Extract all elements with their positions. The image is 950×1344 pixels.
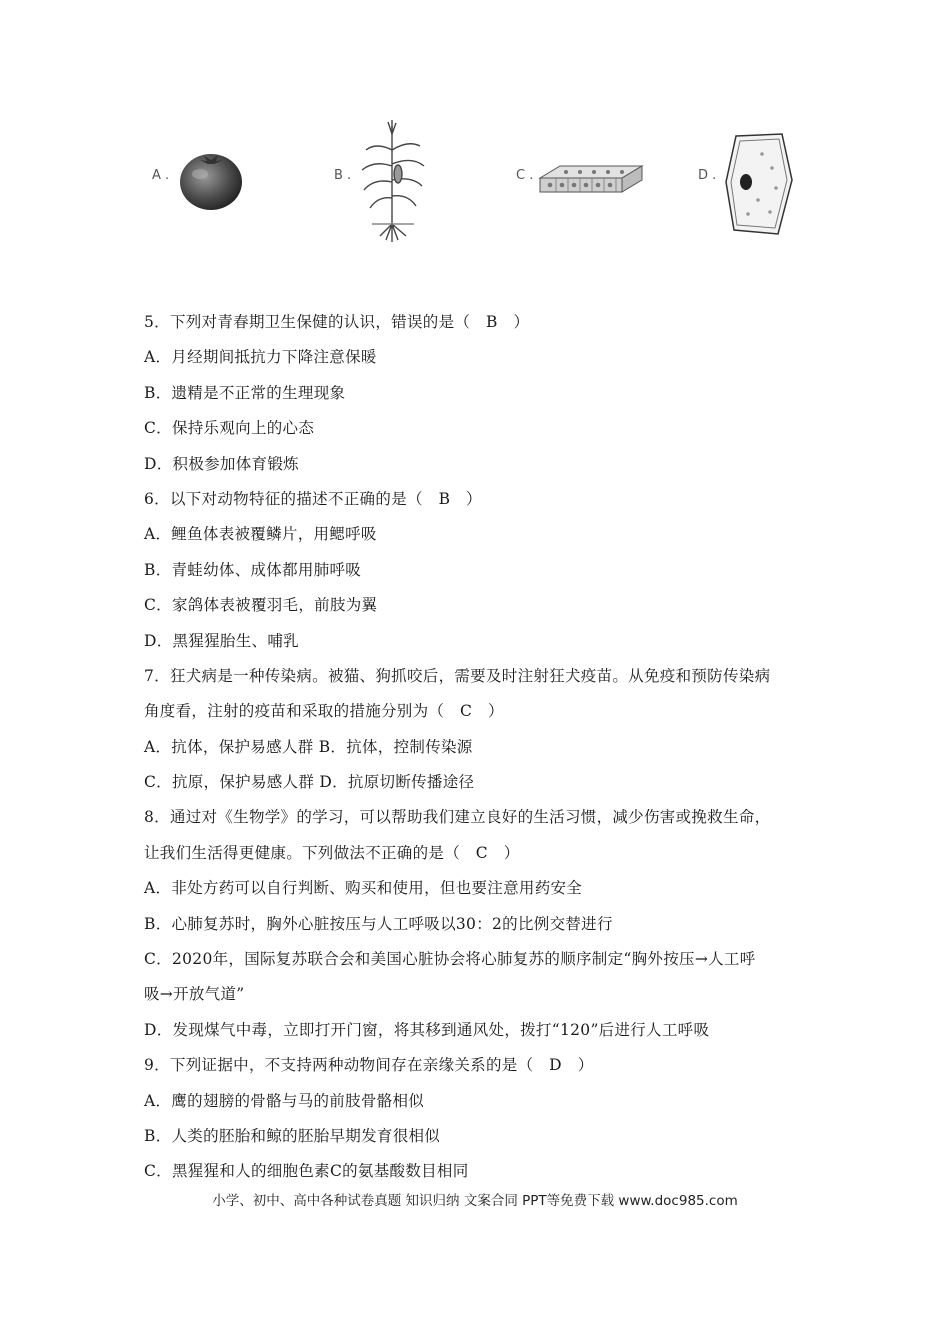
q9-option-c: C．黑猩猩和人的细胞色素C的氨基酸数目相同 [144, 1162, 469, 1181]
q8-stem-line-1: 8．通过对《生物学》的学习，可以帮助我们建立良好的生活习惯，减少伤害或挽救生命， [144, 808, 771, 827]
corn-plant-icon [352, 120, 432, 246]
q6-option-d: D．黑猩猩胎生、哺乳 [144, 631, 299, 650]
page-footer: 小学、初中、高中各种试卷真题 知识归纳 文案合同 PPT等免费下载 www.doc985.com [212, 1193, 738, 1209]
figure-d [694, 118, 814, 248]
q8-option-c-line-2: 吸→开放气道” [144, 985, 245, 1004]
q7-stem-line-1: 7．狂犬病是一种传染病。被猫、狗抓咬后，需要及时注射狂犬疫苗。从免疫和预防传染病 [144, 666, 771, 685]
q7-stem-line-2: 角度看，注射的疫苗和采取的措施分别为（ C ） [144, 702, 504, 721]
q9-option-b: B．人类的胚胎和鲸的胚胎早期发育很相似 [144, 1126, 441, 1145]
answer-figures [0, 118, 950, 248]
q5-stem: 5．下列对青春期卫生保健的认识，错误的是（ B ） [144, 313, 530, 331]
figure-a-label: A . [152, 168, 170, 183]
figure-b [330, 118, 440, 248]
q7-options-cd: C．抗原，保护易感人群 D．抗原切断传播途径 [144, 773, 475, 792]
q5-option-a: A．月经期间抵抗力下降注意保暖 [144, 348, 377, 367]
q5-option-c: C．保持乐观向上的心态 [144, 419, 315, 438]
figure-d-label: D . [698, 168, 717, 183]
q8-stem-line-2: 让我们生活得更健康。下列做法不正确的是（ C ） [144, 843, 520, 862]
epithelial-tissue-icon [536, 162, 646, 198]
q5-option-b: B．遗精是不正常的生理现象 [144, 383, 346, 402]
q9-option-a: A．鹰的翅膀的骨骼与马的前肢骨骼相似 [144, 1091, 425, 1110]
figure-c [512, 118, 652, 248]
q8-option-a: A．非处方药可以自行判断、购买和使用，但也要注意用药安全 [144, 879, 583, 898]
q6-option-b: B．青蛙幼体、成体都用肺呼吸 [144, 560, 362, 579]
q6-option-a: A．鲤鱼体表被覆鳞片，用鳃呼吸 [144, 525, 377, 544]
tomato-icon [176, 148, 246, 212]
q8-option-d: D．发现煤气中毒，立即打开门窗，将其移到通风处，拨打“120”后进行人工呼吸 [144, 1020, 710, 1039]
q6-option-c: C．家鸽体表被覆羽毛，前肢为翼 [144, 596, 378, 615]
q5-option-d: D．积极参加体育锻炼 [144, 454, 299, 473]
q8-option-c-line-1: C．2020年，国际复苏联合会和美国心脏协会将心肺复苏的顺序制定“胸外按压→人工呼 [144, 950, 756, 969]
q7-options-ab: A．抗体，保护易感人群 B．抗体，控制传染源 [144, 737, 473, 756]
figure-c-label: C . [516, 168, 534, 183]
plant-cell-icon [722, 130, 798, 240]
q6-stem: 6．以下对动物特征的描述不正确的是（ B ） [144, 489, 482, 508]
figure-a [148, 118, 258, 248]
question-text [144, 305, 824, 1190]
q8-option-b: B．心肺复苏时，胸外心脏按压与人工呼吸以30：2的比例交替进行 [144, 914, 613, 933]
figure-b-label: B . [334, 168, 352, 183]
q9-stem: 9．下列证据中，不支持两种动物间存在亲缘关系的是（ D ） [144, 1056, 594, 1075]
